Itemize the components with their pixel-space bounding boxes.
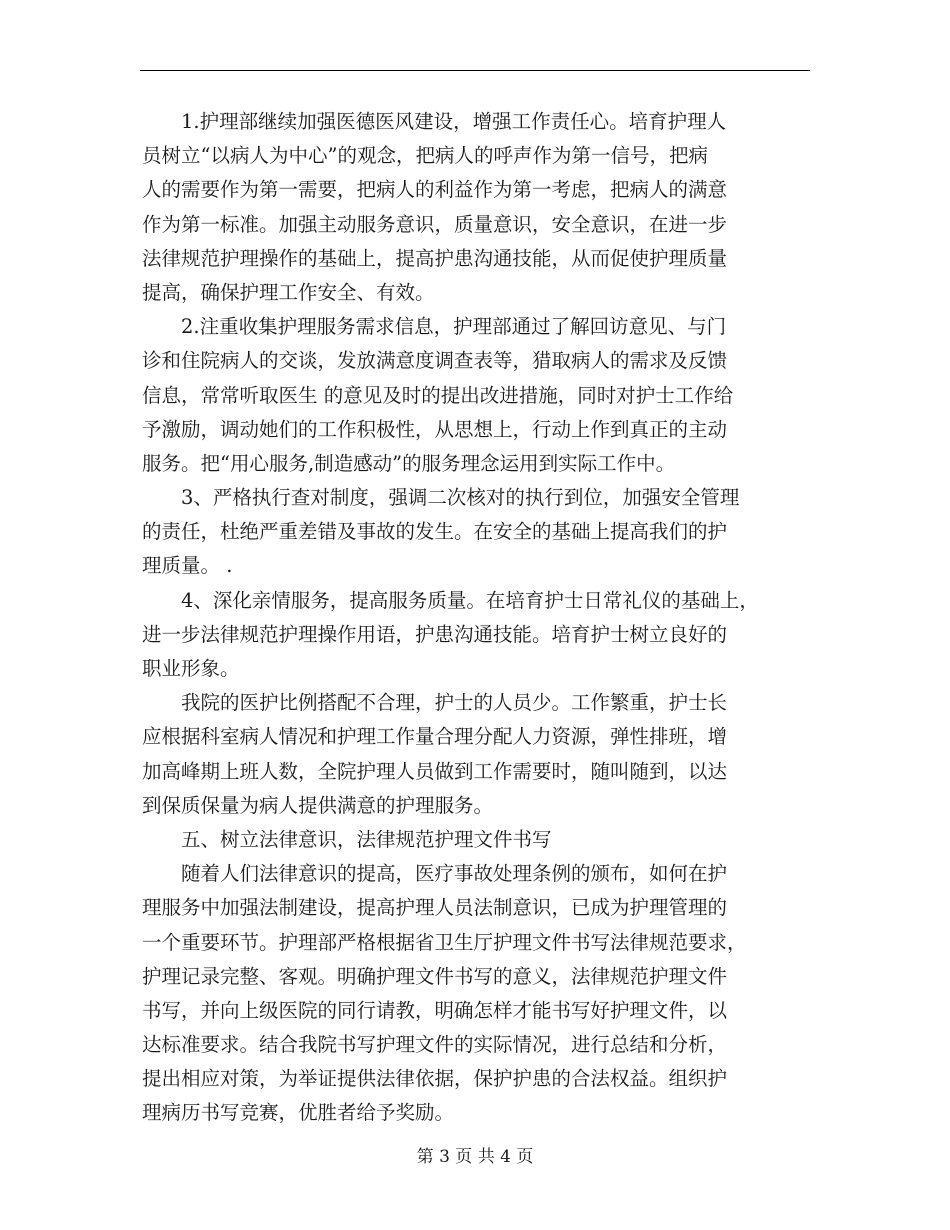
header-rule	[140, 70, 810, 71]
text-line: 2.注重收集护理服务需求信息，护理部通过了解回访意见、与门	[142, 315, 727, 339]
text-line: 3、严格执行查对制度，强调二次核对的执行到位，加强安全管理	[142, 486, 740, 510]
text-line: 4、深化亲情服务，提高服务质量。在培育护士日常礼仪的基础上，	[142, 588, 759, 612]
text-line: 信息，常常听取医生 的意见及时的提出改进措施，同时对护士工作给	[142, 383, 734, 407]
text-line: 予激励，调动她们的工作积极性，从思想上，行动上作到真正的主动	[142, 417, 728, 441]
text-line: 作为第一标准。加强主动服务意识，质量意识，安全意识，在进一步	[142, 212, 728, 236]
text-line: 随着人们法律意识的提高，医疗事故处理条例的颁布，如何在护	[142, 862, 728, 886]
text-line: 的责任，杜绝严重差错及事故的发生。在安全的基础上提高我们的护	[142, 520, 728, 544]
page-number: 第 3 页 共 4 页	[416, 1147, 534, 1167]
text-line: 员树立“以病人为中心”的观念，把病人的呼声作为第一信号，把病	[142, 144, 708, 168]
document-body	[142, 105, 810, 1131]
text-line: 进一步法律规范护理操作用语，护患沟通技能。培育护士树立良好的	[142, 622, 728, 646]
text-line: 应根据科室病人情况和护理工作量合理分配人力资源，弹性排班，增	[142, 725, 728, 749]
text-line: 服务。把“用心服务,制造感动”的服务理念运用到实际工作中。	[142, 451, 676, 475]
text-line: 我院的医护比例搭配不合理，护士的人员少。工作繁重，护士长	[142, 691, 728, 715]
text-line: 理质量。 .	[142, 554, 233, 578]
text-line: 1.护理部继续加强医德医风建设，增强工作责任心。培育护理人	[142, 110, 727, 133]
text-line: 书写，并向上级医院的同行请教，明确怎样才能书写好护理文件，以	[142, 998, 728, 1022]
text-line: 职业形象。	[142, 657, 240, 680]
text-line: 到保质保量为病人提供满意的护理服务。	[142, 793, 494, 817]
text-line: 提出相应对策，为举证提供法律依据，保护护患的合法权益。组织护	[142, 1067, 728, 1091]
text-line: 诊和住院病人的交谈，发放满意度调查表等，猎取病人的需求及反馈	[142, 349, 728, 373]
text-line: 一个重要环节。护理部严格根据省卫生厅护理文件书写法律规范要求，	[142, 930, 747, 954]
text-line: 法律规范护理操作的基础上，提高护患沟通技能，从而促使护理质量	[142, 246, 728, 270]
text-line: 提高，确保护理工作安全、有效。	[142, 280, 435, 304]
text-line: 达标准要求。结合我院书写护理文件的实际情况，进行总结和分析，	[142, 1033, 728, 1057]
text-line: 理服务中加强法制建设，提高护理人员法制意识，已成为护理管理的	[142, 896, 728, 920]
text-line: 五、树立法律意识，法律规范护理文件书写	[142, 827, 552, 851]
text-line: 加高峰期上班人数，全院护理人员做到工作需要时，随叫随到，以达	[142, 759, 728, 783]
text-line: 人的需要作为第一需要，把病人的利益作为第一考虑，把病人的满意	[142, 178, 728, 202]
text-line: 护理记录完整、客观。明确护理文件书写的意义，法律规范护理文件	[142, 964, 728, 988]
text-line: 理病历书写竞赛，优胜者给予奖励。	[142, 1101, 455, 1125]
